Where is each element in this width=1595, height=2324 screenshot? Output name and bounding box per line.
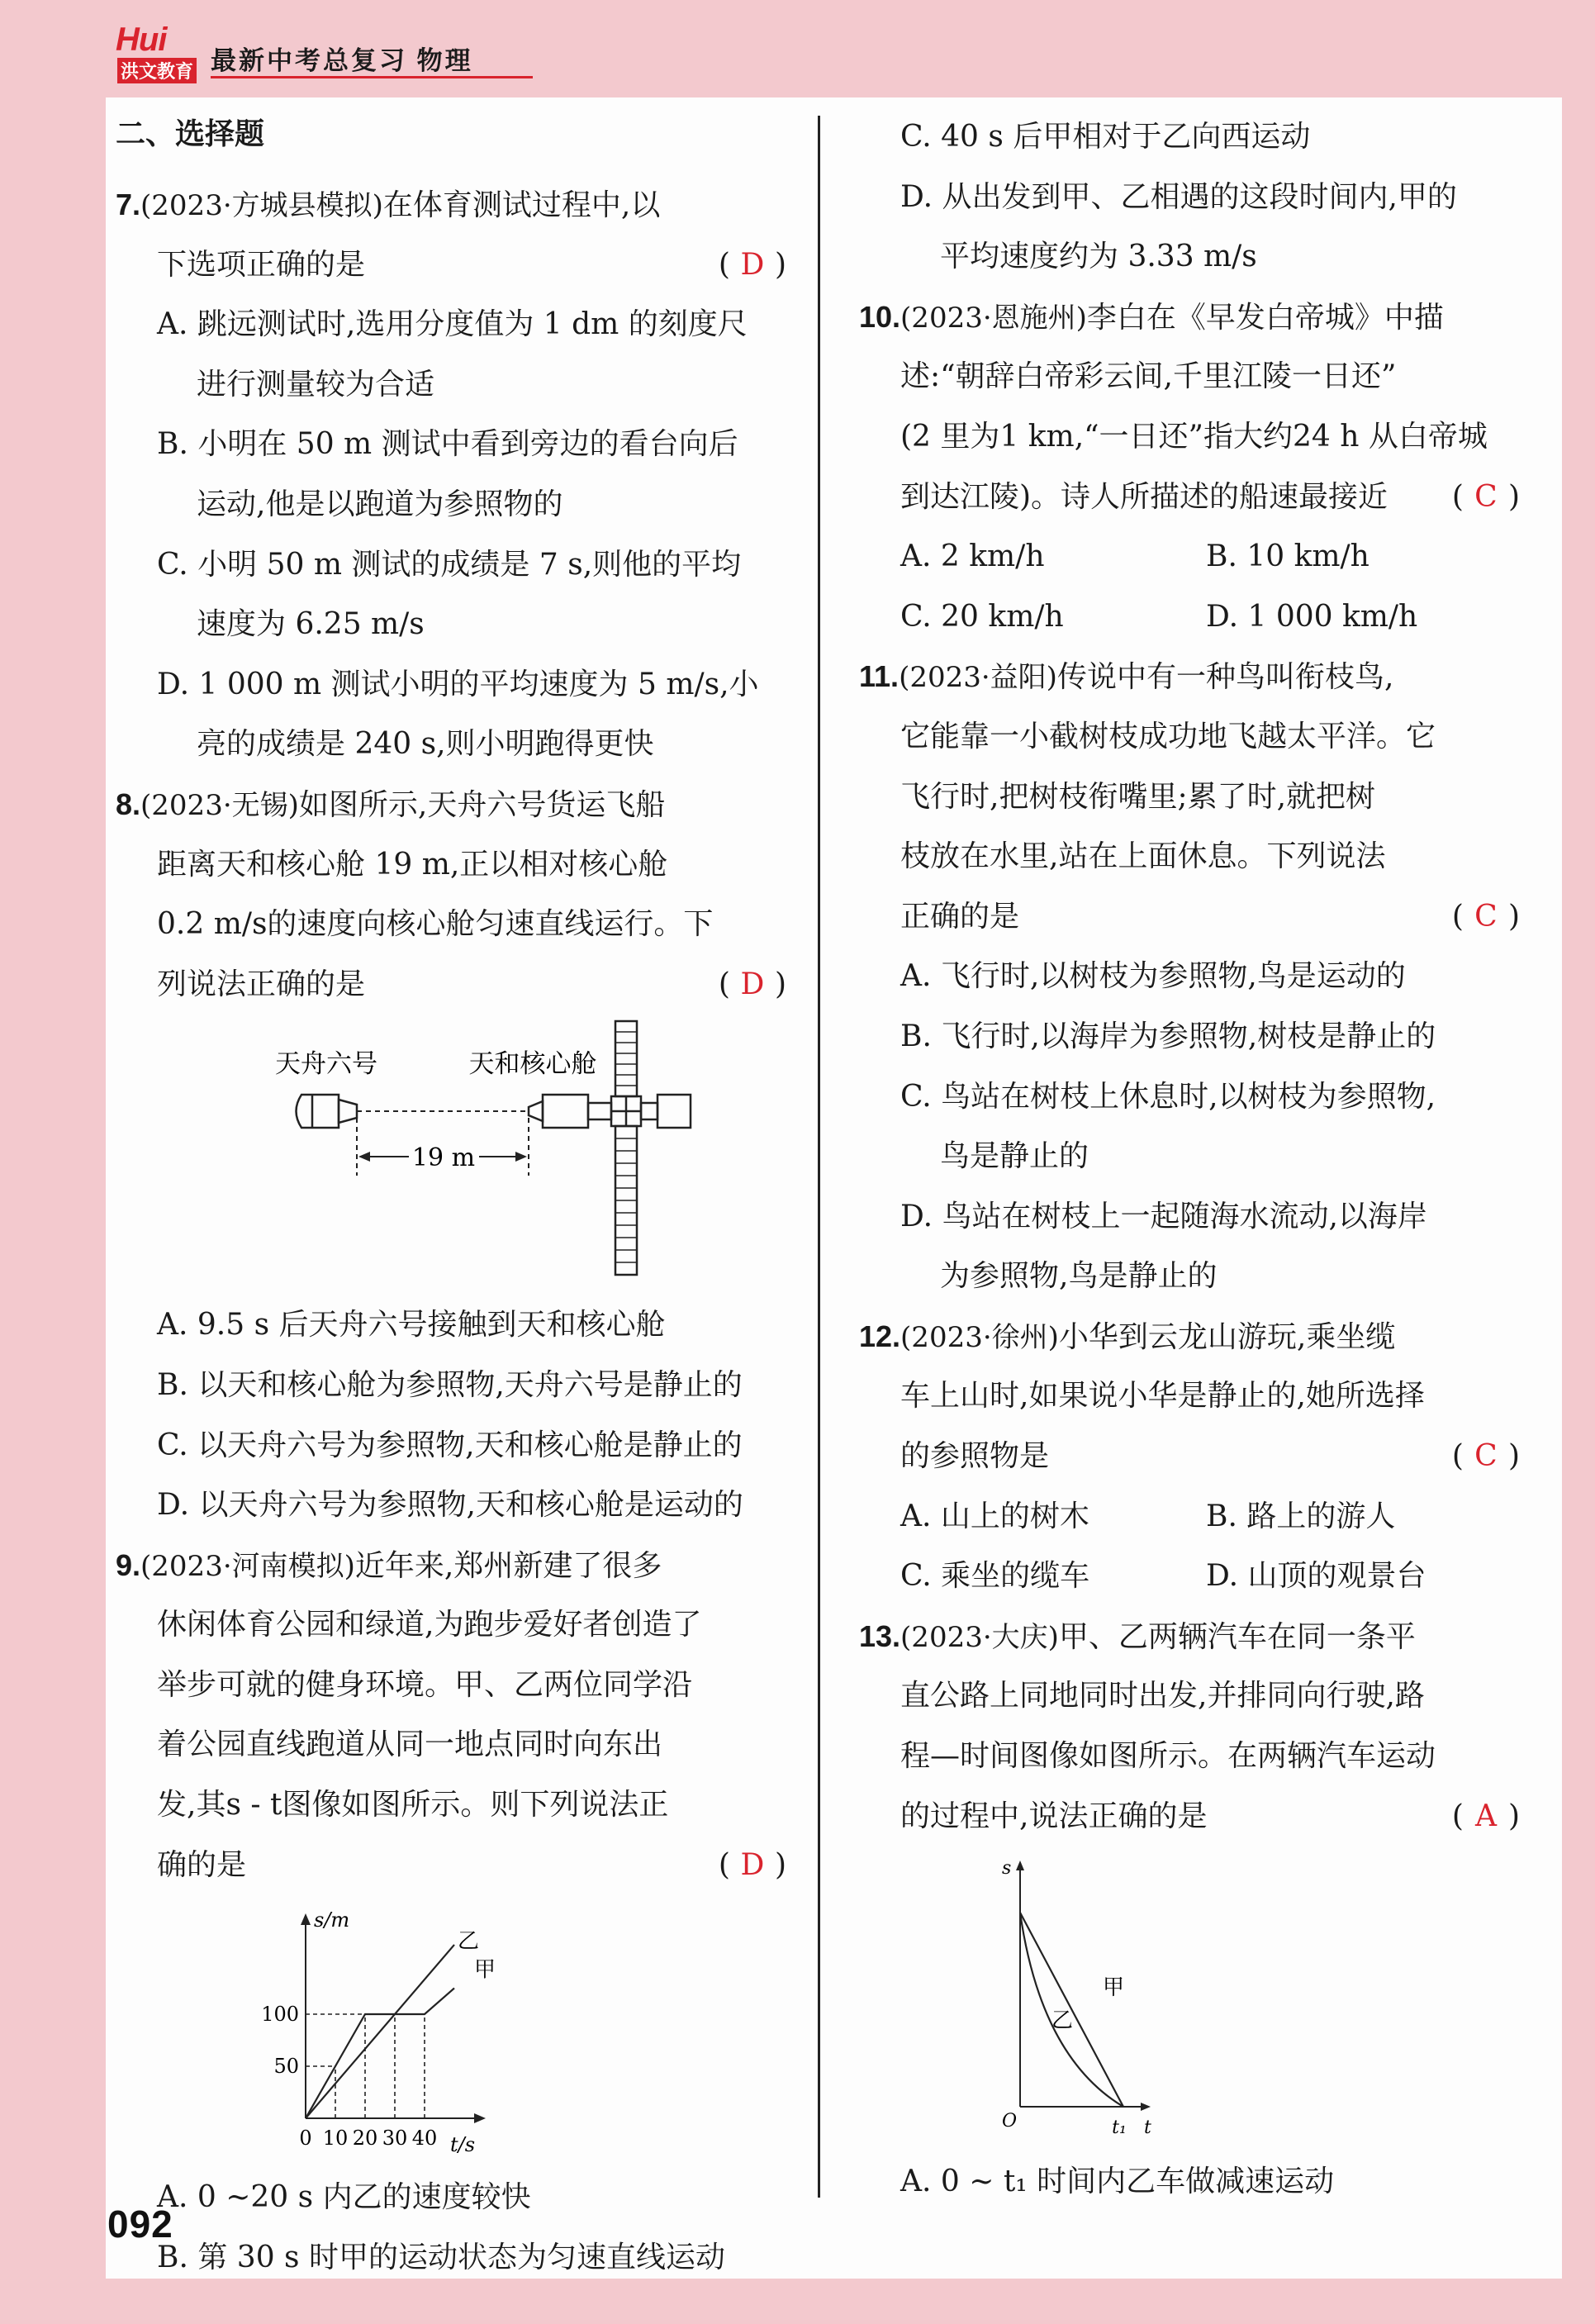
answer-8: ( D ) bbox=[718, 967, 786, 1001]
right-margin-band bbox=[1562, 97, 1595, 2279]
answer-13: ( A ) bbox=[1451, 1799, 1520, 1833]
x-tick-label: 20 bbox=[352, 2127, 378, 2151]
y-tick-label: 100 bbox=[261, 2003, 299, 2027]
answer-10: ( C ) bbox=[1451, 479, 1520, 514]
option-7B: B. 小明在 50 m 测试中看到旁边的看台向后 bbox=[157, 427, 738, 462]
option-10D: D. 1 000 km/h bbox=[1206, 599, 1418, 634]
st-chart-9 bbox=[116, 1895, 786, 2168]
answer-9: ( D ) bbox=[718, 1847, 786, 1882]
origin-label: O bbox=[1002, 2111, 1018, 2132]
option-12C: C. 乘坐的缆车 bbox=[900, 1559, 1090, 1594]
title-underline bbox=[211, 76, 533, 78]
left-column: 二、选择题 7.(2023·方城县模拟)在体育测试过程中,以 下选项正确的是 ( D ) A. 跳远测试时,选用分度值为 1 dm 的刻度尺 进行测量较为合适 B. 小明在 50 m 测试中看到旁边的看台向后 运动,他是以跑道为参照物的 C. 小明 50 m 测试的成绩是 7 s,则他的平均 速度为 6.25 m/s D. 1 000 m 测试小明的平均速度为 5 m/s,小 亮的成绩是 240 s,则小明跑得更快 8.(2023·无锡)如图所示,天舟六号货运飞船 距离天和核心舱 19 m,正以相对核心舱 0.2 m/s的速度向核心舱匀速直线运行。下 列说法正确的是 ( D ) 19 m 天舟六号 天和核心舱 A. 9.5 s 后天舟六号接触到天和核心舱 B. 以天和核心舱为参照物,天舟六号是静止的 C. 以天舟六号为参照物,天和核心舱是静止的 D. 以天舟六号为参照物,天和核心舱是运动的 9.(2023·河南模拟)近年来,郑州新建了很多 休闲体育公园和绿道,为跑步爱好者创造了 举步可就的健身环境。甲、乙两位同学沿 着公园直线跑道从同一地点同时向东出 发,其s - t图像如图所示。则下列说法正 确的是 ( D ) s/m t/s 10 20 30 40 0 50 100 乙 甲 A. 0 ~20 s 内乙的速度较快 B. 第 30 s 时甲的运动状态为匀速直线运动 bbox=[116, 116, 786, 2274]
right-column: C. 40 s 后甲相对于乙向西运动 D. 从出发到甲、乙相遇的这段时间内,甲的 平均速度约为 3.33 m/s 10.(2023·恩施州)李白在《早发白帝城》中描 述:“朝辞白帝彩云间,千里江陵一日还” (2 里为1 km,“一日还”指大约24 h 从白帝城 到达江陵)。诗人所描述的船速最接近 ( C ) A. 2 km/h B. 10 km/h C. 20 km/h D. 1 000 km/h 11.(2023·益阳)传说中有一种鸟叫衔枝鸟, 它能靠一小截树枝成功地飞越太平洋。它 飞行时,把树枝衔嘴里;累了时,就把树 枝放在水里,站在上面休息。下列说法 正确的是 ( C ) A. 飞行时,以树枝为参照物,鸟是运动的 B. 飞行时,以海岸为参照物,树枝是静止的 C. 鸟站在树枝上休息时,以树枝为参照物, 鸟是静止的 D. 鸟站在树枝上一起随海水流动,以海岸 为参照物,鸟是静止的 12.(2023·徐州)小华到云龙山游玩,乘坐缆 车上山时,如果说小华是静止的,她所选择 的参照物是 ( C ) A. 山上的树木 B. 路上的游人 C. 乘坐的缆车 D. 山顶的观景台 13.(2023·大庆)甲、乙两辆汽车在同一条平 直公路上同地同时出发,并排同向行驶,路 程—时间图像如图所示。在两辆汽车运动 的过程中,说法正确的是 ( A ) s t O t₁ 甲 乙 A. 0 ~ t₁ 时间内乙车做减速运动 bbox=[859, 120, 1520, 2199]
x-axis-arrow bbox=[474, 2113, 486, 2123]
option-11C: C. 鸟站在树枝上休息时,以树枝为参照物, bbox=[900, 1079, 1436, 1114]
answer-11: ( C ) bbox=[1451, 899, 1520, 934]
option-8D: D. 以天舟六号为参照物,天和核心舱是运动的 bbox=[157, 1488, 743, 1523]
option-10C: C. 20 km/h bbox=[900, 599, 1064, 634]
option-7C: C. 小明 50 m 测试的成绩是 7 s,则他的平均 bbox=[157, 547, 742, 582]
option-9D: D. 从出发到甲、乙相遇的这段时间内,甲的 bbox=[900, 179, 1457, 214]
x-axis-label: t bbox=[1144, 2117, 1151, 2139]
series-jia-label: 甲 bbox=[1103, 1975, 1125, 2001]
tianzhou-body bbox=[297, 1095, 339, 1128]
x-axis-label: t/s bbox=[450, 2133, 476, 2157]
question-12: 12.(2023·徐州)小华到云龙山游玩,乘坐缆 bbox=[859, 1319, 1396, 1354]
tianzhou-label: 天舟六号 bbox=[275, 1049, 377, 1080]
spacecraft-diagram bbox=[116, 1015, 786, 1295]
x-tick-label: t₁ bbox=[1112, 2117, 1127, 2139]
option-10A: A. 2 km/h bbox=[900, 539, 1045, 574]
origin-label: 0 bbox=[299, 2127, 312, 2151]
page-number: 092 bbox=[107, 2203, 173, 2246]
question-13: 13.(2023·大庆)甲、乙两辆汽车在同一条平 bbox=[859, 1618, 1416, 1654]
option-11D: D. 鸟站在树枝上一起随海水流动,以海岸 bbox=[900, 1199, 1427, 1233]
st-chart-13 bbox=[859, 1846, 1520, 2152]
option-9A: A. 0 ~20 s 内乙的速度较快 bbox=[157, 2180, 531, 2215]
option-7D: D. 1 000 m 测试小明的平均速度为 5 m/s,小 bbox=[157, 667, 759, 701]
series-yi-line bbox=[306, 1945, 454, 2118]
x-tick-label: 30 bbox=[382, 2127, 408, 2151]
y-axis-arrow bbox=[301, 1913, 311, 1925]
x-tick-label: 40 bbox=[411, 2127, 438, 2151]
series-yi-label: 乙 bbox=[458, 1929, 480, 1955]
option-13A: A. 0 ~ t₁ 时间内乙车做减速运动 bbox=[900, 2165, 1335, 2199]
option-9B: B. 第 30 s 时甲的运动状态为匀速直线运动 bbox=[157, 2240, 725, 2274]
question-7: 7.(2023·方城县模拟)在体育测试过程中,以 bbox=[116, 188, 661, 222]
series-jia-label: 甲 bbox=[474, 1957, 496, 1983]
option-8C: C. 以天舟六号为参照物,天和核心舱是静止的 bbox=[157, 1428, 743, 1462]
question-8: 8.(2023·无锡)如图所示,天舟六号货运飞船 bbox=[116, 787, 666, 822]
series-jia-line bbox=[306, 1989, 454, 2119]
column-divider bbox=[818, 116, 820, 2198]
series-yi-label: 乙 bbox=[1051, 2008, 1074, 2034]
page-header bbox=[0, 0, 1595, 97]
option-8B: B. 以天和核心舱为参照物,天舟六号是静止的 bbox=[157, 1367, 743, 1402]
book-title: 最新中考总复习 物理 bbox=[211, 46, 473, 75]
option-11B: B. 飞行时,以海岸为参照物,树枝是静止的 bbox=[900, 1019, 1436, 1053]
x-tick-label: 10 bbox=[322, 2127, 349, 2151]
option-12B: B. 路上的游人 bbox=[1206, 1499, 1396, 1533]
question-9: 9.(2023·河南模拟)近年来,郑州新建了很多 bbox=[116, 1547, 662, 1583]
option-7A: A. 跳远测试时,选用分度值为 1 dm 的刻度尺 bbox=[157, 307, 748, 342]
x-axis-arrow bbox=[1141, 2103, 1151, 2111]
option-8A: A. 9.5 s 后天舟六号接触到天和核心舱 bbox=[157, 1308, 666, 1343]
y-axis-label: s/m bbox=[314, 1908, 350, 1932]
tianhe-label: 天和核心舱 bbox=[468, 1049, 597, 1080]
question-11: 11.(2023·益阳)传说中有一种鸟叫衔枝鸟, bbox=[859, 659, 1394, 695]
section-title: 二、选择题 bbox=[116, 116, 265, 150]
option-10B: B. 10 km/h bbox=[1206, 539, 1370, 574]
y-axis-label: s bbox=[1002, 1858, 1012, 1880]
question-10: 10.(2023·恩施州)李白在《早发白帝城》中描 bbox=[859, 299, 1444, 335]
option-12A: A. 山上的树木 bbox=[900, 1499, 1089, 1533]
answer-12: ( C ) bbox=[1451, 1439, 1520, 1474]
answer-7: ( D ) bbox=[718, 247, 786, 282]
option-9C: C. 40 s 后甲相对于乙向西运动 bbox=[900, 120, 1311, 154]
publisher-logo: Hui 洪文教育 bbox=[116, 21, 206, 79]
left-margin-band bbox=[0, 97, 106, 2279]
option-12D: D. 山顶的观景台 bbox=[1206, 1559, 1426, 1594]
y-tick-label: 50 bbox=[273, 2055, 299, 2079]
option-11A: A. 飞行时,以树枝为参照物,鸟是运动的 bbox=[900, 959, 1406, 994]
y-axis-arrow bbox=[1016, 1861, 1024, 1870]
distance-label: 19 m bbox=[411, 1143, 476, 1173]
